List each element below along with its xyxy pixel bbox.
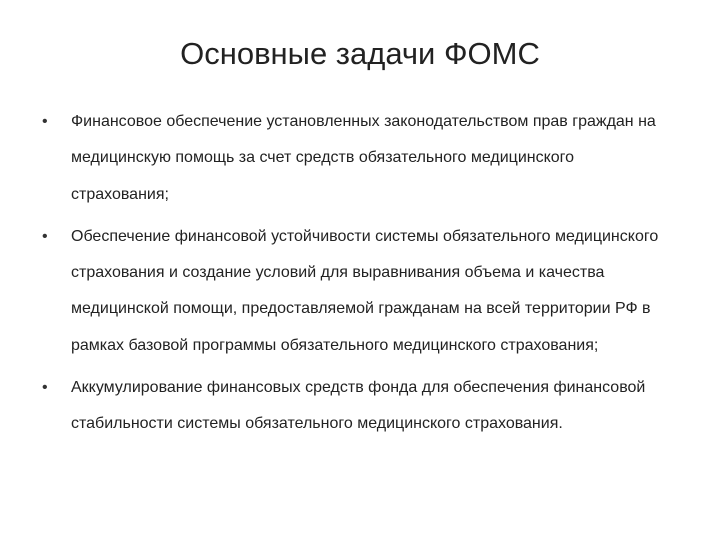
bullet-icon: • xyxy=(42,113,48,130)
bullet-text-1: Финансовое обеспечение установленных законодательством прав граждан на медицинскую помощь за счет средств обязательного медицинского страхования; xyxy=(71,113,656,203)
bullet-item-3 xyxy=(42,370,662,443)
bullet-item-2 xyxy=(42,219,662,364)
bullet-list xyxy=(42,104,662,449)
bullet-icon: • xyxy=(42,227,48,245)
bullet-text-2: Обеспечение финансовой устойчивости системы обязательного медицинского страхования и создание условий для выравнивания объема и качества медицинской помощи, предоставляемой гражданам на всей территории РФ в рамках базовой программы обязательного медицинского страхования; xyxy=(71,227,659,354)
slide-title: Основные задачи ФОМС xyxy=(180,36,540,71)
bullet-icon: • xyxy=(42,379,48,397)
bullet-text-3: Аккумулирование финансовых средств фонда для обеспечения финансовой стабильности системы обязательного медицинского страхования. xyxy=(71,379,646,433)
bullet-item-1 xyxy=(42,104,662,213)
